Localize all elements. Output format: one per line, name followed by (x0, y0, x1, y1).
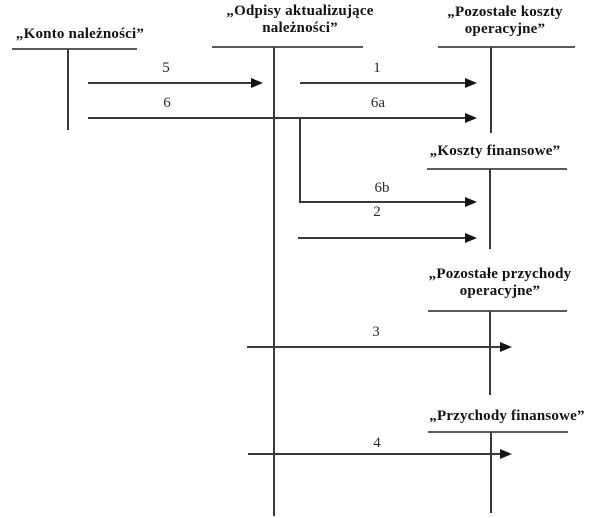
flow-arrow-5-line (88, 82, 253, 84)
flow-arrow-3-line (247, 346, 501, 348)
t-bar-odpisy-aktualizujace (212, 46, 363, 48)
account-title-przychody-finansowe: „Przychody finansowe” (429, 408, 585, 424)
t-bar-pozostale-przychody (428, 310, 567, 312)
t-bar-przychody-finansowe (428, 431, 568, 433)
account-title-line: „Pozostałe przychody (428, 266, 572, 282)
account-title-line: „Odpisy aktualizujące (226, 3, 374, 19)
t-bar-pozostale-koszty (438, 46, 575, 48)
flow-arrow-5-arrowhead-icon (251, 78, 263, 88)
t-bar-konto-naleznosci (12, 48, 137, 50)
flow-label-4: 4 (373, 435, 381, 451)
account-title-line: operacyjne” (464, 21, 546, 37)
t-stem-przychody-finansowe (490, 432, 492, 513)
t-stem-pozostale-koszty (490, 47, 492, 133)
flow-label-2: 2 (373, 204, 381, 220)
flow-arrow-6b-arrowhead-icon (465, 197, 477, 207)
account-title-line: operacyjne” (459, 283, 541, 299)
t-bar-koszty-finansowe (427, 168, 567, 170)
flow-arrow-6b-branch-line (299, 118, 301, 203)
flow-label-6: 6 (163, 95, 171, 111)
flow-arrow-1-line (300, 82, 467, 84)
account-title-odpisy-aktualizujace (210, 3, 390, 37)
flow-arrow-6a-arrowhead-icon (465, 113, 477, 123)
flow-label-6a: 6a (370, 95, 386, 111)
flow-label-5: 5 (162, 60, 170, 76)
flow-arrow-3-arrowhead-icon (500, 342, 512, 352)
flow-label-3: 3 (372, 324, 380, 340)
flow-arrow-2-arrowhead-icon (465, 233, 477, 243)
t-stem-konto-naleznosci (67, 49, 69, 130)
flow-arrow-2-line (298, 237, 467, 239)
flow-arrow-6-line (88, 117, 467, 119)
t-stem-koszty-finansowe (489, 169, 491, 249)
flow-label-1: 1 (373, 60, 381, 76)
flow-arrow-4-arrowhead-icon (500, 449, 512, 459)
account-title-pozostale-koszty (420, 4, 590, 38)
account-title-konto-naleznosci: „Konto należności” (15, 26, 145, 42)
account-title-koszty-finansowe: „Koszty finansowe” (429, 143, 561, 159)
account-title-line: należności” (262, 20, 338, 36)
flow-arrow-1-arrowhead-icon (465, 78, 477, 88)
account-title-line: „Pozostałe koszty (447, 4, 563, 20)
flow-arrow-4-line (248, 453, 501, 455)
flow-label-6b: 6b (374, 180, 390, 196)
t-stem-pozostale-przychody (489, 311, 491, 395)
flow-arrow-6b-line (299, 201, 467, 203)
account-title-pozostale-przychody (415, 266, 585, 300)
